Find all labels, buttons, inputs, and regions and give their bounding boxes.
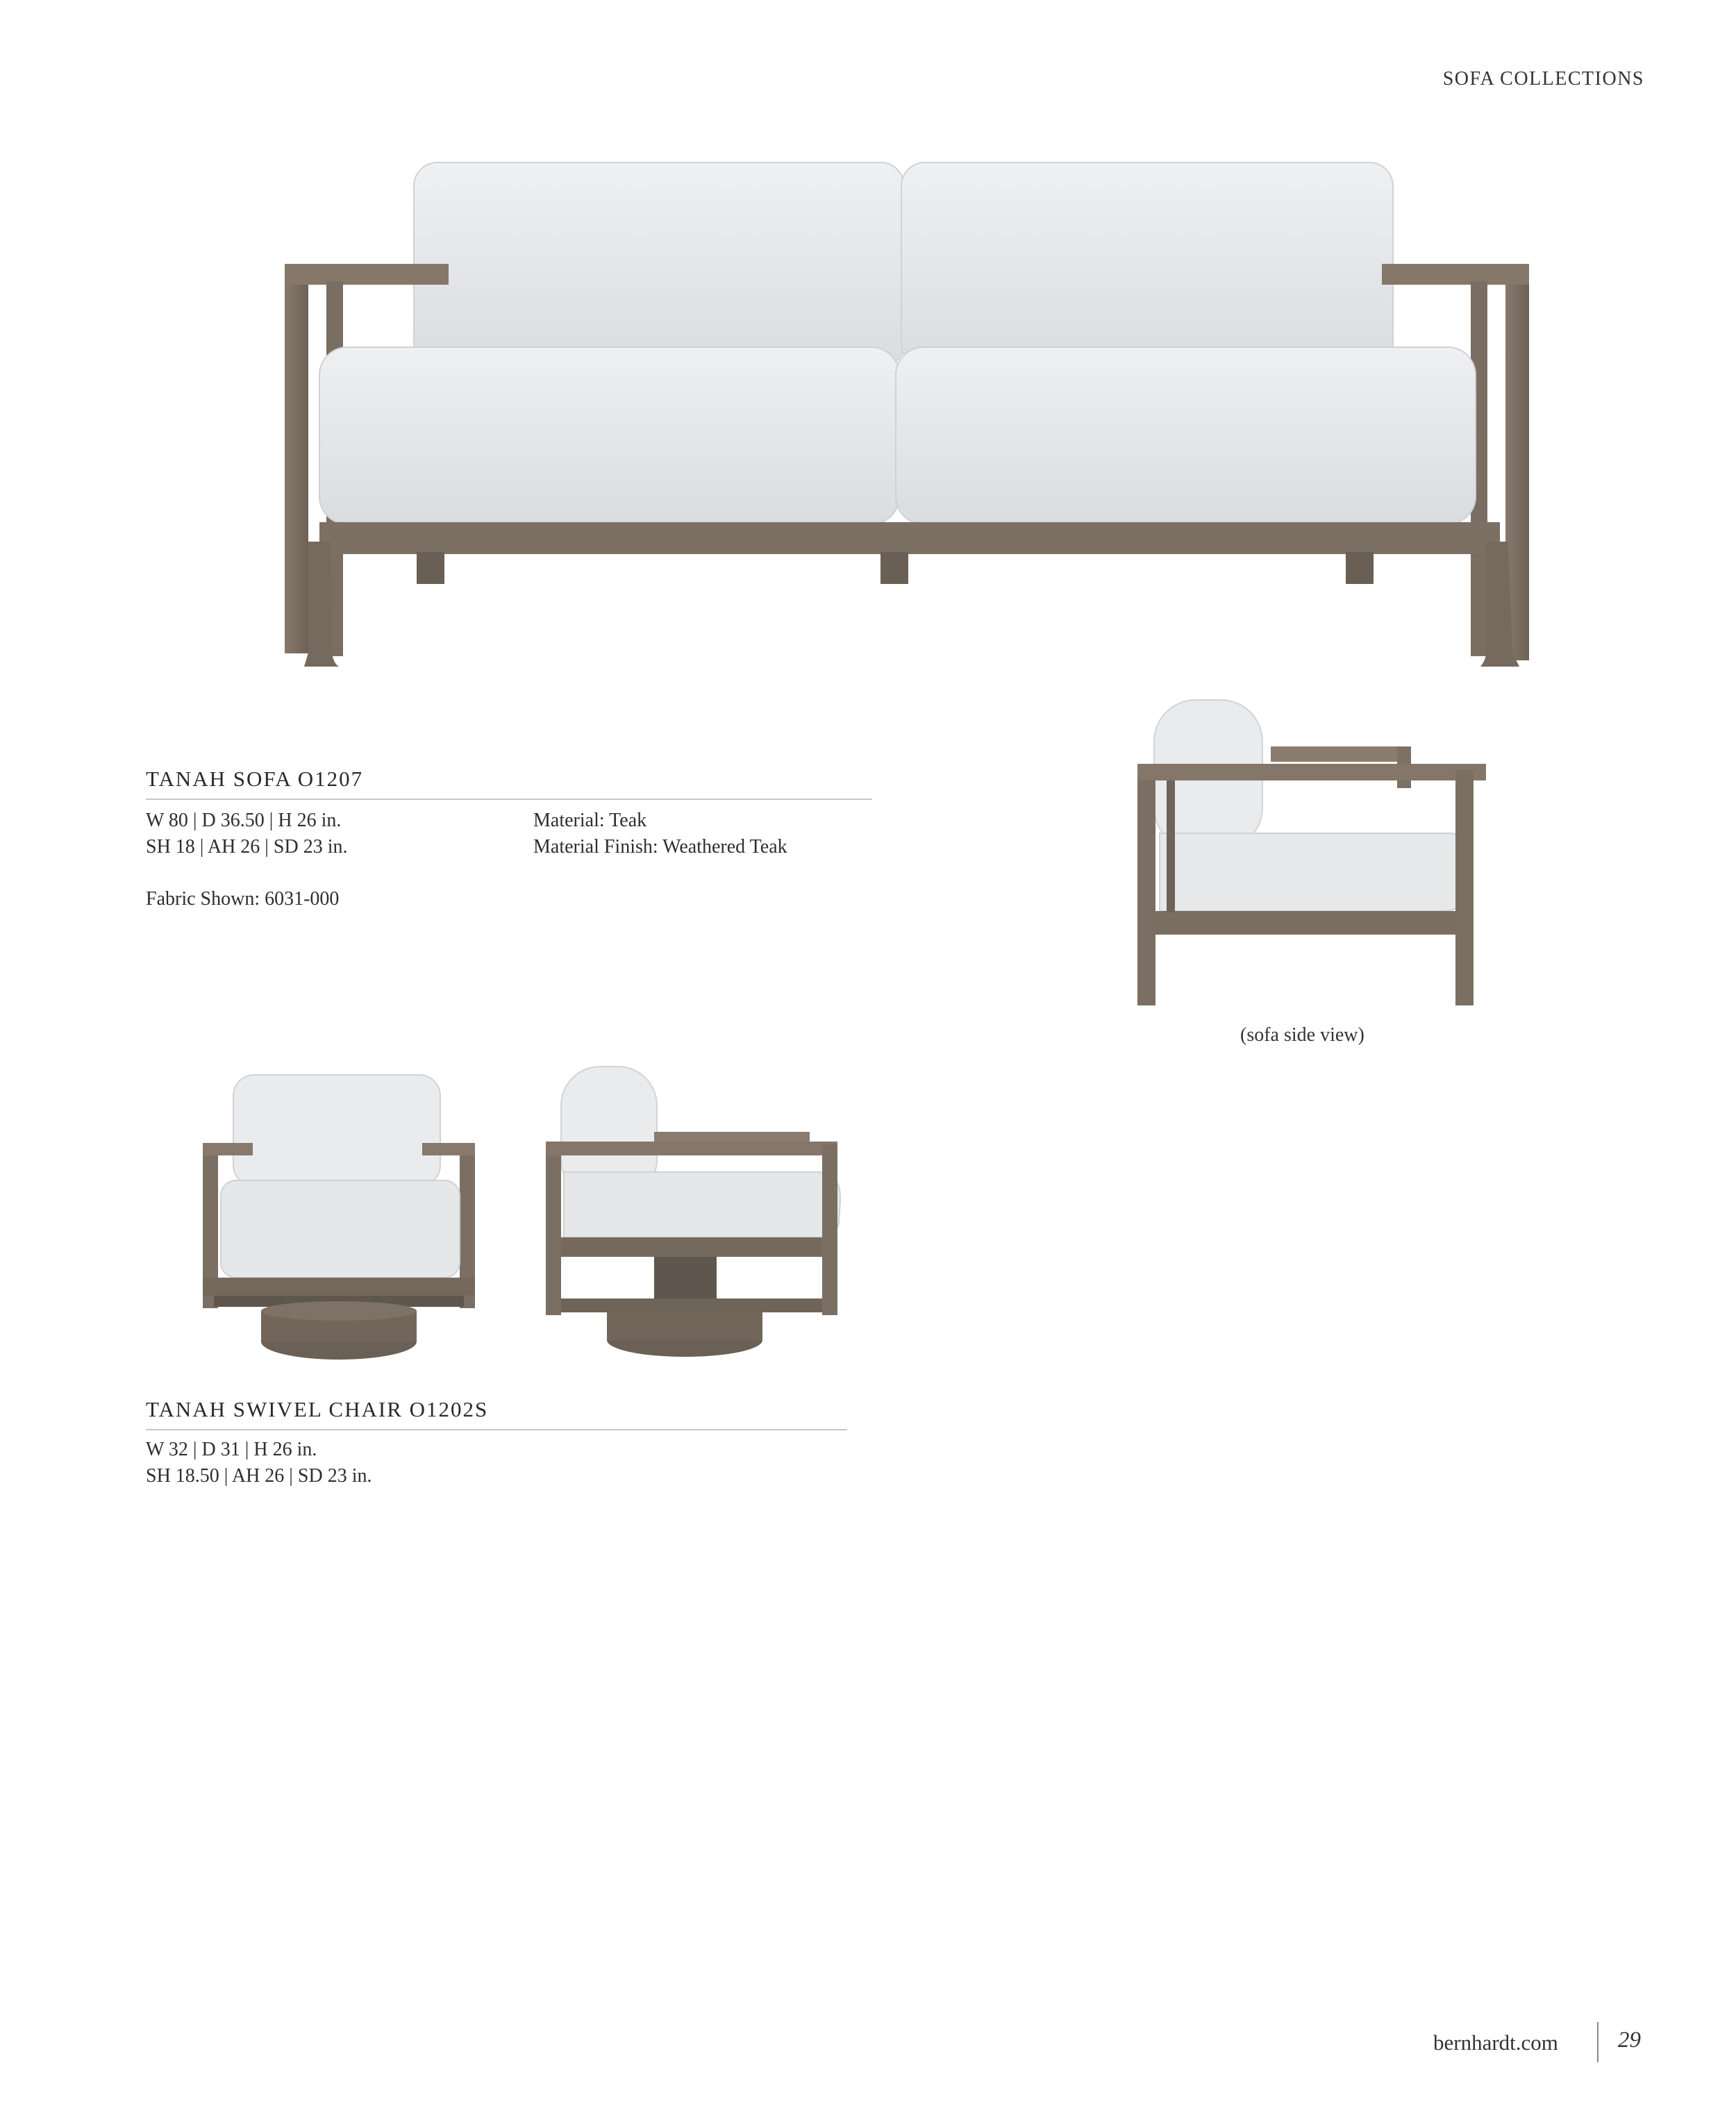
chair-front-image <box>186 1055 492 1361</box>
footer-url[interactable]: bernhardt.com <box>1433 2030 1558 2055</box>
sofa-dims-line2: SH 18 | AH 26 | SD 23 in. <box>146 836 348 858</box>
page-number: 29 <box>1618 2028 1641 2053</box>
sofa-fabric: Fabric Shown: 6031-000 <box>146 888 340 910</box>
section-header: SOFA COLLECTIONS <box>1442 68 1644 90</box>
chair-dims-line1: W 32 | D 31 | H 26 in. <box>146 1439 317 1460</box>
sofa-side-image <box>1125 687 1486 1014</box>
sofa-dims-line1: W 80 | D 36.50 | H 26 in. <box>146 810 342 831</box>
sofa-material-finish: Material Finish: Weathered Teak <box>533 836 787 858</box>
chair-title: TANAH SWIVEL CHAIR O1202S <box>146 1397 489 1421</box>
sofa-material: Material: Teak <box>533 810 647 831</box>
footer-separator <box>1597 2022 1599 2062</box>
sofa-front-image <box>250 125 1542 680</box>
chair-dims-line2: SH 18.50 | AH 26 | SD 23 in. <box>146 1465 372 1487</box>
sofa-title: TANAH SOFA O1207 <box>146 767 364 791</box>
chair-title-rule <box>146 1429 847 1430</box>
sofa-title-rule <box>146 799 872 800</box>
sofa-side-caption: (sofa side view) <box>1240 1024 1364 1046</box>
chair-side-image <box>536 1055 856 1361</box>
